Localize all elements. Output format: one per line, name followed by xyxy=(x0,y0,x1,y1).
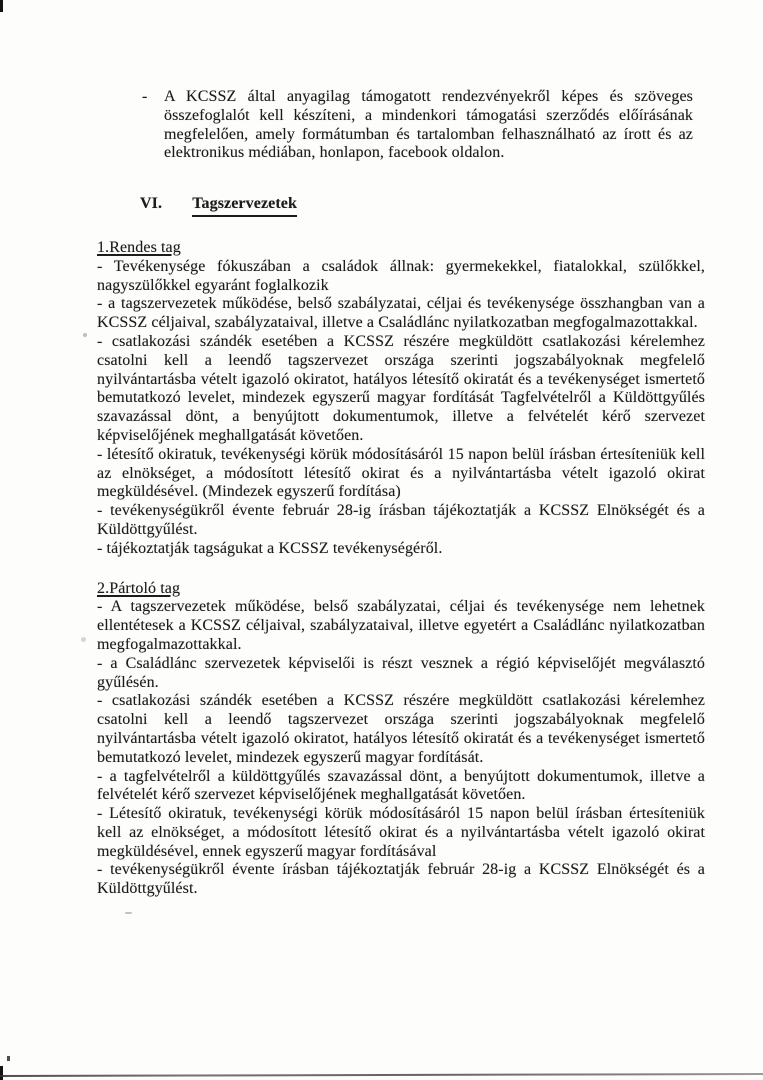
paragraph: - a Családlánc szervezetek képviselői is részt vesznek a régió képviselőjét megválasztó gyűlésén. xyxy=(97,654,705,691)
scan-artifact-left-edge-mark xyxy=(1,0,3,8)
paragraph: - tevékenységükről évente írásban tájékoztatják február 28-ig a KCSSZ Elnökségét és a Küldöttgyűlést. xyxy=(97,861,705,898)
paragraph: - a tagszervezetek működése, belső szabályzatai, céljai és tevékenysége összhangban van a KCSSZ céljaival, szabályzataival, illetve a Családlánc nyilatkozatban megfogalmazottakkal. xyxy=(97,295,705,332)
paragraph: - tájékoztatják tagságukat a KCSSZ tevékenységéről. xyxy=(97,539,443,557)
section-number: VI. xyxy=(140,195,163,213)
intro-paragraph: A KCSSZ által anyagilag támogatott rendezvényekről képes és szöveges összefoglalót kell készíteni, a mindenkori támogatási szerződés előírásának megfelelően, amely formátumban és tartalomban felhasználható az írott és az elektronikus médiában, honlapon, facebook oldalon. xyxy=(164,88,693,162)
subsection-heading: 1.Rendes tag xyxy=(97,238,181,256)
paragraph: - létesítő okiratuk, tevékenységi körük módosításáról 15 napon belül írásban értesíteniük kell az elnökséget, a módosított létesítő okirat és a nyilvántartásba vételt igazoló okirat megküldésével. (Mindezek egyszerű fordítása) xyxy=(97,445,705,501)
paragraph: - csatlakozási szándék esetében a KCSSZ részére megküldött csatlakozási kérelemhez csatolni kell a leendő tagszervezet országa szerinti jogszabályoknak megfelelő nyilvántartásba vételt igazoló okiratot, hatályos létesítő okiratát és a tevékenységet ismertető bemutatkozó levelet, mindezek egyszerű magyar fordítását. xyxy=(97,692,705,766)
document-text-block xyxy=(97,88,705,899)
section-title: Tagszervezetek xyxy=(192,195,297,217)
subsection-rendes-tag xyxy=(97,239,705,559)
subsection-heading: 2.Pártoló tag xyxy=(97,579,181,597)
paragraph: - csatlakozási szándék esetében a KCSSZ részére megküldött csatlakozási kérelemhez csatolni kell a leendő tagszervezet országa szerinti jogszabályoknak megfelelő nyilvántartásba vételt igazoló okiratot, hatályos létesítő okiratát és a tevékenységet ismertető bemutatkozó levelet, mindezek egyszerű magyar fordítását Tagfelvételről a Küldöttgyűlés szavazással dönt, a benyújtott dokumentumok, illetve a felvételét kérő szervezet képviselőjének meghallgatását követően. xyxy=(97,332,705,444)
scan-artifact-speck xyxy=(81,637,86,642)
scan-artifact-bottom-left-corner xyxy=(0,1066,3,1080)
section-heading xyxy=(140,195,705,217)
paragraph: - A tagszervezetek működése, belső szabályzatai, céljai és tevékenysége nem lehetnek ellentétesek a KCSSZ céljaival, szabályzataival, illetve egyetért a Családlánc nyilatkozatban megfogalmazottakkal. xyxy=(97,598,705,653)
paragraph: - Létesítő okiratuk, tevékenységi körük módosításáról 15 napon belül írásban értesíteniük kell az elnökséget, a módosított létesítő okirat és a nyilvántartásba vételt igazoló okirat megküldésével, ennek egyszerű magyar fordításával xyxy=(97,805,705,860)
intro-bullet-item xyxy=(142,88,693,163)
subsection-partolo-tag xyxy=(97,580,705,900)
scan-artifact-bottom-edge-line xyxy=(0,1073,763,1077)
scan-artifact-bottom-left-speck xyxy=(7,1056,10,1061)
scan-artifact-speck xyxy=(125,912,132,914)
paragraph: - a tagfelvételről a küldöttgyűlés szavazással dönt, a benyújtott dokumentumok, illetve a felvételét kérő szervezet képviselőjének meghallgatását követően. xyxy=(97,767,705,804)
paragraph: - Tevékenysége fókuszában a családok állnak: gyermekekkel, fiatalokkal, szülőkkel, nagyszülőkkel egyaránt foglalkozik xyxy=(97,257,705,294)
bullet-dash: - xyxy=(142,88,148,105)
scan-artifact-speck xyxy=(83,333,87,337)
paragraph: - tevékenységükről évente február 28-ig írásban tájékoztatják a KCSSZ Elnökségét és a Küldöttgyűlést. xyxy=(97,502,705,538)
